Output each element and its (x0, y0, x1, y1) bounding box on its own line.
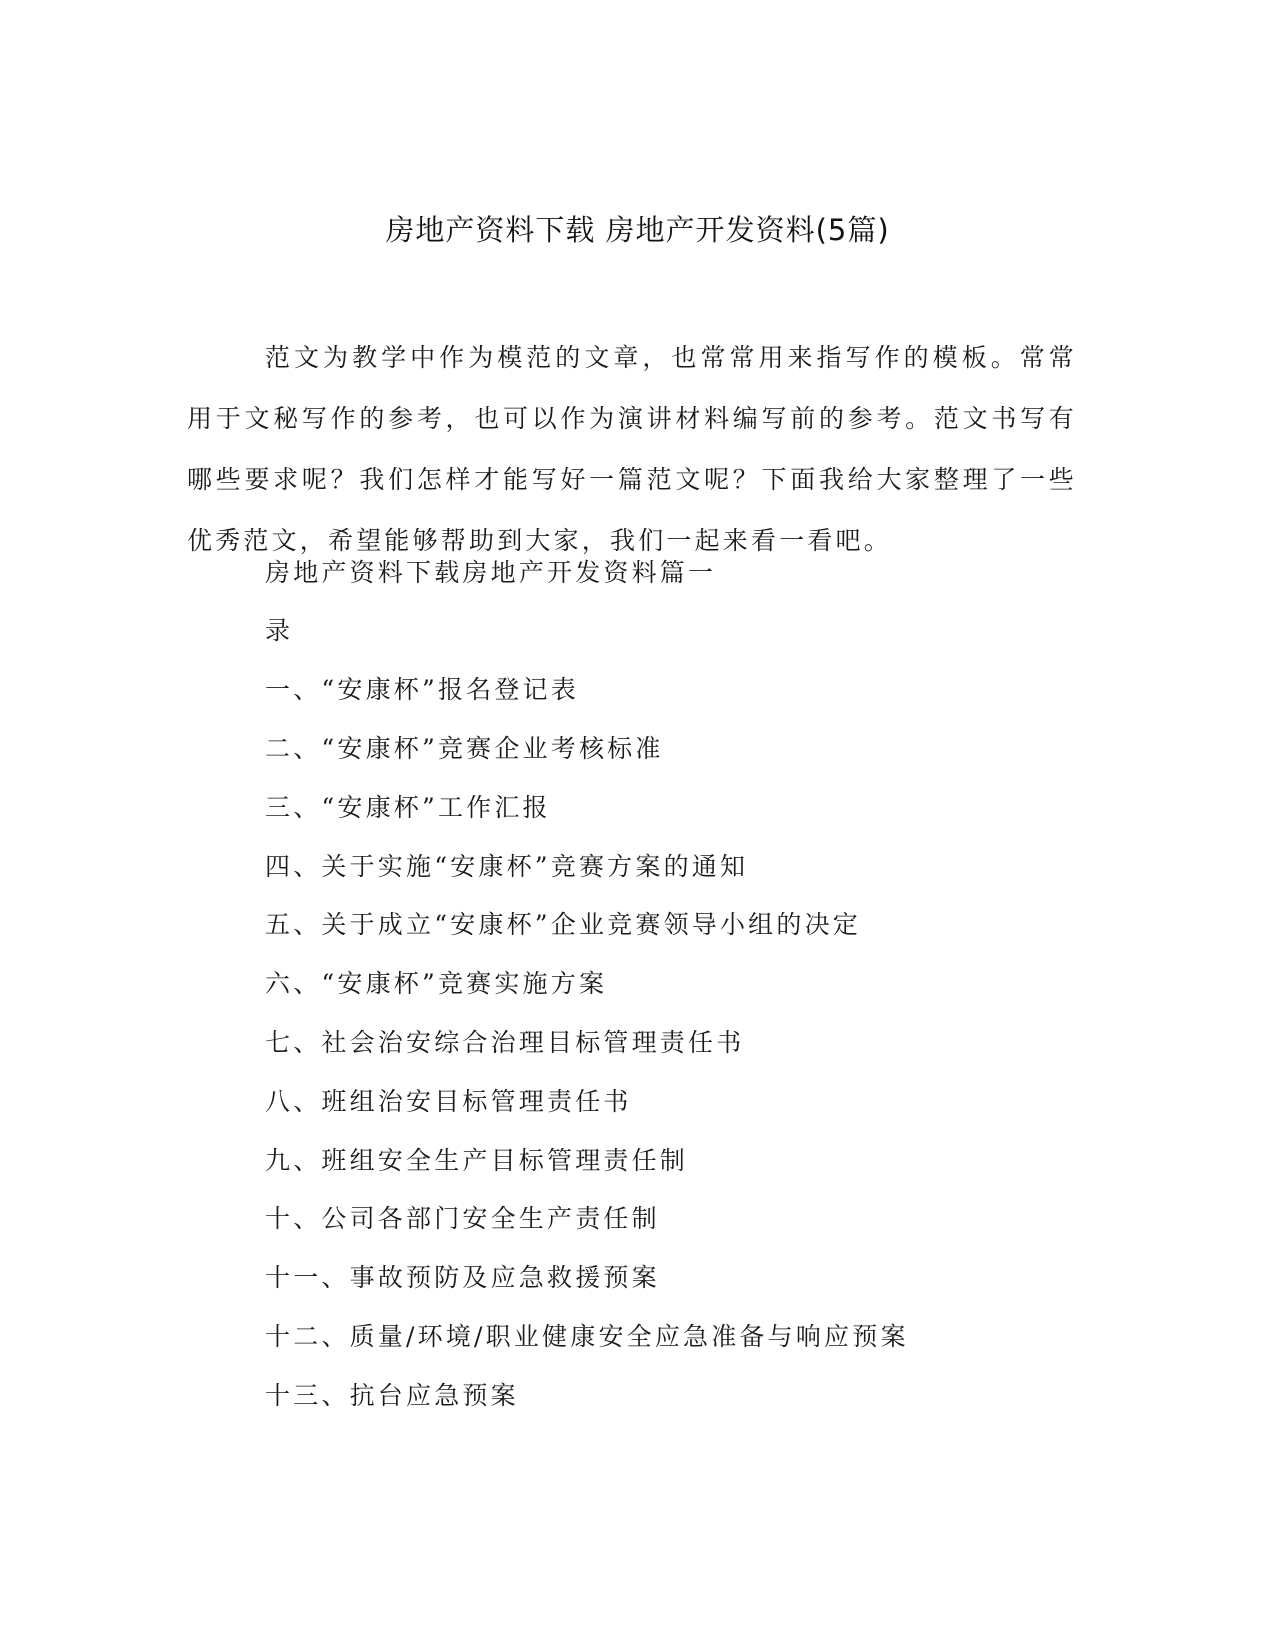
toc-item: 十三、抗台应急预案 (265, 1381, 519, 1410)
document-title: 房地产资料下载 房地产开发资料(5篇) (385, 213, 890, 247)
section-heading: 房地产资料下载房地产开发资料篇一 (265, 558, 717, 587)
toc-item: 十二、质量/环境/职业健康安全应急准备与响应预案 (265, 1322, 909, 1351)
toc-item: 八、班组治安目标管理责任书 (265, 1087, 632, 1116)
toc-item: 九、班组安全生产目标管理责任制 (265, 1146, 689, 1175)
toc-label: 录 (265, 616, 294, 645)
toc-item: 二、“安康杯”竞赛企业考核标准 (265, 734, 664, 763)
toc-item: 七、社会治安综合治理目标管理责任书 (265, 1028, 745, 1057)
toc-item: 十、公司各部门安全生产责任制 (265, 1204, 660, 1233)
toc-item: 十一、事故预防及应急救援预案 (265, 1263, 660, 1292)
intro-paragraph: 范文为教学中作为模范的文章，也常常用来指写作的模板。常常用于文秘写作的参考，也可以作为演讲材料编写前的参考。范文书写有哪些要求呢？我们怎样才能写好一篇范文呢？下面我给大家整理了一些优秀范文，希望能够帮助到大家，我们一起来看一看吧。 (187, 343, 1077, 555)
toc-item: 一、“安康杯”报名登记表 (265, 675, 579, 704)
toc-item: 三、“安康杯”工作汇报 (265, 793, 551, 822)
toc-item: 五、关于成立“安康杯”企业竞赛领导小组的决定 (265, 910, 861, 939)
toc-item: 四、关于实施“安康杯”竞赛方案的通知 (265, 852, 749, 881)
toc-item: 六、“安康杯”竞赛实施方案 (265, 969, 608, 998)
